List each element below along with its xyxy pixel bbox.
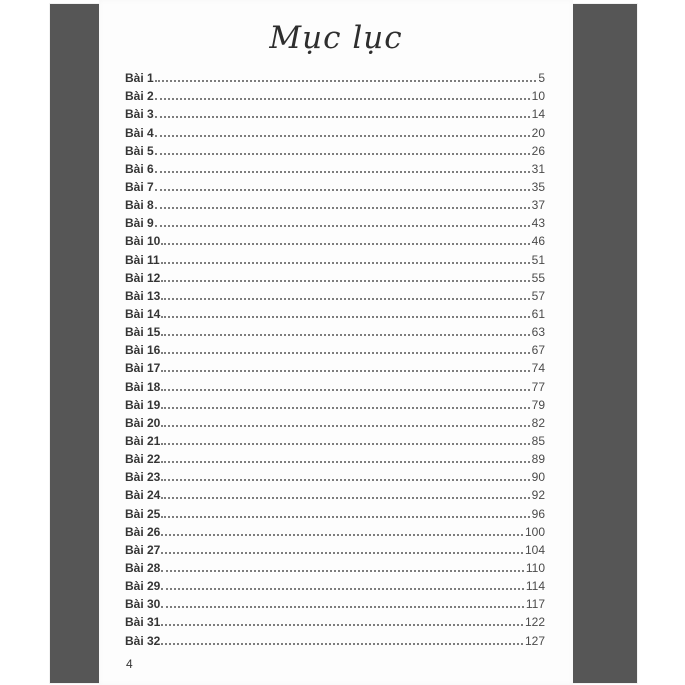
toc-entry-label: Bài 32 — [125, 633, 161, 648]
backdrop-right-band — [573, 4, 637, 683]
toc-entry — [125, 611, 545, 629]
toc-entry-label: Bài 30 — [125, 597, 161, 612]
toc-entry-label: Bài 7 — [125, 179, 154, 194]
toc-entry-page: 114 — [525, 579, 545, 594]
toc-entry-page: 74 — [531, 361, 545, 376]
toc-entry-page: 63 — [531, 325, 545, 340]
toc-entry-page: 51 — [531, 252, 545, 267]
toc-entry-page: 96 — [531, 506, 545, 521]
toc-entry-page: 127 — [524, 633, 545, 648]
dot-leader — [161, 407, 529, 409]
book-page — [99, 0, 573, 685]
dot-leader — [161, 262, 530, 264]
toc-entry-label: Bài 31 — [125, 615, 161, 630]
footer-page-number: 4 — [126, 656, 133, 671]
toc-entry-label: Bài 27 — [125, 542, 161, 557]
dot-leader — [155, 153, 530, 155]
toc-entry-label: Bài 18 — [125, 379, 161, 394]
toc-entry-page: 85 — [531, 433, 545, 448]
toc-entry-page: 20 — [531, 125, 545, 140]
dot-leader — [155, 116, 530, 118]
dot-leader — [161, 280, 529, 282]
toc-entry — [125, 521, 545, 539]
dot-leader — [161, 624, 523, 626]
toc-entry-label: Bài 24 — [125, 488, 161, 503]
dot-leader — [161, 370, 529, 372]
toc-entry-page: 37 — [531, 198, 545, 213]
dot-leader — [161, 425, 529, 427]
backdrop-left-band — [50, 4, 99, 683]
dot-leader — [155, 135, 530, 137]
toc-entry-label: Bài 15 — [125, 325, 161, 340]
toc-entry-label: Bài 21 — [125, 433, 161, 448]
toc-entry-label: Bài 12 — [125, 270, 161, 285]
toc-entry — [125, 121, 545, 139]
toc-entry-label: Bài 11 — [125, 252, 160, 267]
toc-entry — [125, 593, 545, 611]
toc-entry-page: 117 — [525, 597, 545, 612]
toc-entry-page: 61 — [531, 306, 545, 321]
toc-entry — [125, 212, 545, 230]
dot-leader — [161, 643, 523, 645]
toc-entry-page: 14 — [531, 107, 545, 122]
toc-entry — [125, 285, 545, 303]
toc-entry — [125, 575, 545, 593]
toc-entry — [125, 357, 545, 375]
toc-entry-label: Bài 22 — [125, 452, 161, 467]
toc-entry — [125, 85, 545, 103]
toc-entry-label: Bài 17 — [125, 361, 161, 376]
toc-entry — [125, 230, 545, 248]
toc-entry-label: Bài 29 — [125, 579, 161, 594]
toc-entry-label: Bài 9 — [125, 216, 154, 231]
dot-leader — [161, 534, 523, 536]
toc-entry-page: 110 — [525, 560, 545, 575]
dot-leader — [155, 225, 530, 227]
toc-entry — [125, 267, 545, 285]
toc-entry — [125, 430, 545, 448]
dot-leader — [155, 80, 537, 82]
dot-leader — [161, 298, 529, 300]
toc-list — [99, 67, 573, 648]
toc-entry-label: Bài 4 — [125, 125, 154, 140]
toc-entry-page: 43 — [531, 216, 545, 231]
dot-leader — [161, 389, 529, 391]
toc-entry — [125, 176, 545, 194]
dot-leader — [161, 516, 529, 518]
toc-entry — [125, 502, 545, 520]
toc-entry-page: 31 — [531, 161, 545, 176]
toc-entry-page: 82 — [531, 415, 545, 430]
toc-entry-page: 77 — [531, 379, 545, 394]
dot-leader — [161, 316, 529, 318]
dot-leader — [155, 207, 530, 209]
toc-entry — [125, 158, 545, 176]
toc-entry-page: 67 — [531, 343, 545, 358]
toc-entry — [125, 557, 545, 575]
toc-entry-page: 26 — [531, 143, 545, 158]
toc-entry — [125, 394, 545, 412]
toc-entry-label: Bài 10 — [125, 234, 161, 249]
toc-entry-page: 79 — [531, 397, 545, 412]
toc-entry-label: Bài 16 — [125, 343, 161, 358]
dot-leader — [155, 171, 530, 173]
toc-entry — [125, 629, 545, 647]
toc-entry — [125, 466, 545, 484]
toc-entry-page: 55 — [531, 270, 545, 285]
toc-entry-label: Bài 14 — [125, 306, 161, 321]
toc-entry — [125, 484, 545, 502]
dot-leader — [161, 243, 529, 245]
toc-entry — [125, 140, 545, 158]
toc-entry-label: Bài 28 — [125, 560, 161, 575]
toc-entry-page: 57 — [531, 288, 545, 303]
toc-entry-label: Bài 8 — [125, 198, 154, 213]
toc-entry — [125, 103, 545, 121]
dot-leader — [161, 552, 523, 554]
dot-leader — [161, 352, 529, 354]
page-title: Mục lục — [269, 20, 403, 56]
dot-leader — [161, 570, 524, 572]
toc-entry — [125, 248, 545, 266]
dot-leader — [161, 497, 529, 499]
toc-entry-page: 90 — [531, 470, 545, 485]
toc-entry-page: 35 — [531, 179, 545, 194]
toc-entry-label: Bài 20 — [125, 415, 161, 430]
toc-entry — [125, 375, 545, 393]
dot-leader — [161, 443, 529, 445]
toc-entry-page: 100 — [524, 524, 545, 539]
toc-entry — [125, 194, 545, 212]
dot-leader — [155, 189, 530, 191]
toc-entry-page: 122 — [524, 615, 545, 630]
toc-entry — [125, 303, 545, 321]
toc-entry-label: Bài 13 — [125, 288, 161, 303]
toc-entry-label: Bài 19 — [125, 397, 161, 412]
toc-entry-page: 10 — [531, 89, 545, 104]
dot-leader — [161, 588, 524, 590]
toc-entry — [125, 539, 545, 557]
toc-entry-page: 46 — [531, 234, 545, 249]
toc-entry-label: Bài 6 — [125, 161, 154, 176]
toc-entry-page: 92 — [531, 488, 545, 503]
toc-entry — [125, 412, 545, 430]
toc-entry-page: 5 — [538, 71, 545, 86]
toc-entry-label: Bài 5 — [125, 143, 154, 158]
toc-entry-label: Bài 25 — [125, 506, 161, 521]
toc-entry — [125, 339, 545, 357]
toc-entry-label: Bài 23 — [125, 470, 161, 485]
toc-entry — [125, 448, 545, 466]
dot-leader — [161, 479, 529, 481]
dot-leader — [161, 461, 529, 463]
dot-leader — [161, 334, 529, 336]
toc-entry-label: Bài 3 — [125, 107, 154, 122]
toc-entry-page: 89 — [531, 452, 545, 467]
dot-leader — [161, 606, 524, 608]
toc-entry-page: 104 — [524, 542, 545, 557]
toc-entry-label: Bài 26 — [125, 524, 161, 539]
toc-entry — [125, 321, 545, 339]
toc-entry — [125, 67, 545, 85]
dot-leader — [155, 98, 530, 100]
toc-entry-label: Bài 2 — [125, 89, 154, 104]
toc-entry-label: Bài 1 — [125, 71, 154, 86]
